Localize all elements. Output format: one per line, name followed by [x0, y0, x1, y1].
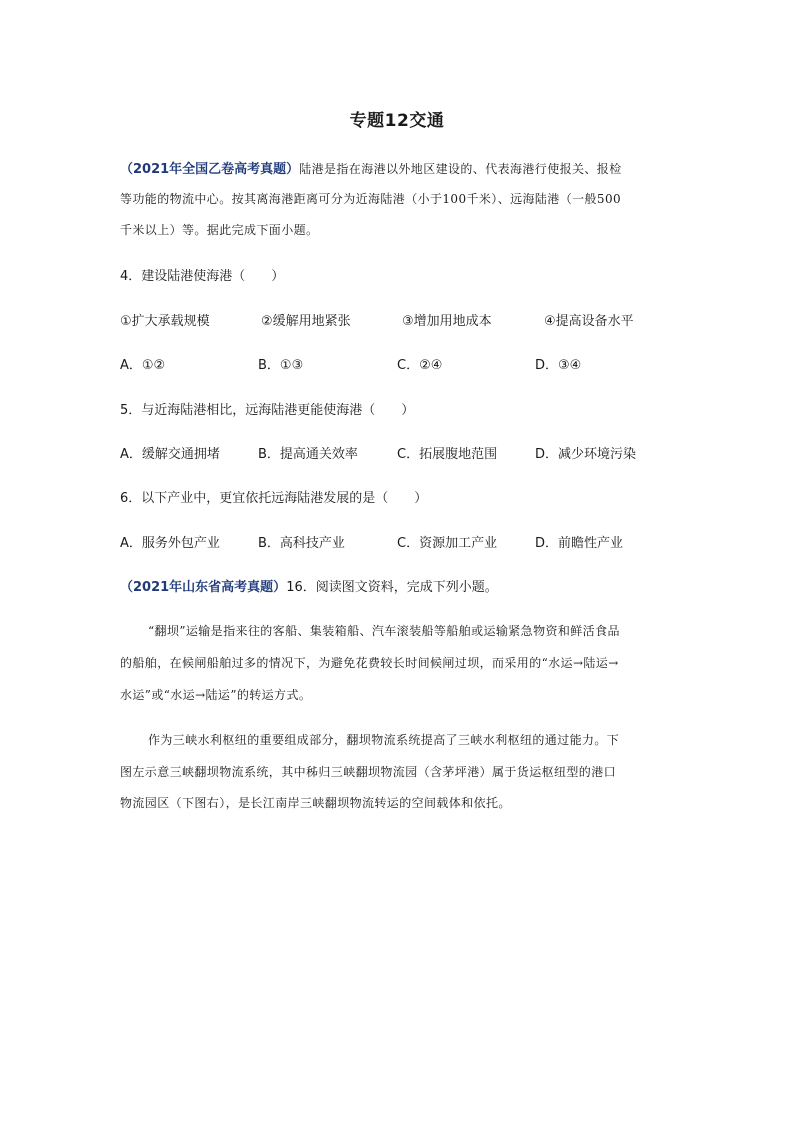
q6-option-b: B．高科技产业 — [258, 536, 345, 551]
passage-1-text-1: 陆港是指在海港以外地区建设的、代表海港行使报关、报检 — [299, 162, 622, 176]
q4-option-b: B．①③ — [258, 358, 304, 373]
paragraph-2-line-2: 图左示意三峡翻坝物流系统，其中秭归三峡翻坝物流园（含茅坪港）属于货运枢纽型的港口 — [120, 765, 617, 779]
passage-1-line-1 — [120, 158, 622, 177]
paragraph-2-line-3: 物流园区（下图右），是长江南岸三峡翻坝物流转运的空间载体和依托。 — [120, 796, 511, 810]
paragraph-2-line-1: 作为三峡水利枢纽的重要组成部分，翻坝物流系统提高了三峡水利枢纽的通过能力。下 — [148, 733, 620, 747]
question-16-header — [120, 576, 498, 595]
source-tag-1: （2021年全国乙卷高考真题） — [120, 162, 300, 177]
q4-option-d: D．③④ — [535, 358, 582, 373]
q4-item-3: ③增加用地成本 — [402, 314, 492, 329]
q4-option-c: C．②④ — [397, 358, 443, 373]
question-16-intro: 16．阅读图文资料，完成下列小题。 — [286, 580, 498, 595]
q6-option-c: C．资源加工产业 — [397, 536, 498, 551]
q4-item-2: ②缓解用地紧张 — [261, 314, 351, 329]
page-title: 专题12交通 — [349, 111, 445, 131]
q5-option-a: A．缓解交通拥堵 — [120, 447, 220, 462]
question-6-stem: 6．以下产业中，更宜依托远海陆港发展的是（ ） — [120, 491, 428, 506]
paragraph-1-line-3: 水运”或“水运→陆运”的转运方式。 — [120, 688, 312, 702]
q5-option-b: B．提高通关效率 — [258, 447, 358, 462]
q5-option-d: D．减少环境污染 — [535, 447, 637, 462]
paragraph-1-line-2: 的船舶，在候闸船舶过多的情况下，为避免花费较长时间候闸过坝，而采用的“水运→陆运→ — [120, 656, 619, 670]
passage-1-line-3: 千米以上）等。据此完成下面小题。 — [120, 223, 319, 237]
q6-option-a: A．服务外包产业 — [120, 536, 220, 551]
q6-option-d: D．前瞻性产业 — [535, 536, 624, 551]
paragraph-1-line-1: “翻坝”运输是指来往的客船、集装箱船、汽车滚装船等船舶或运输紧急物资和鲜活食品 — [148, 624, 620, 638]
q4-item-1: ①扩大承载规模 — [120, 314, 210, 329]
question-4-stem: 4．建设陆港使海港（ ） — [120, 269, 285, 284]
q5-option-c: C．拓展腹地范围 — [397, 447, 498, 462]
passage-1-line-2: 等功能的物流中心。按其离海港距离可分为近海陆港（小于100千米）、远海陆港（一般500 — [120, 192, 622, 206]
q4-option-a: A．①② — [120, 358, 166, 373]
source-tag-2: （2021年山东省高考真题） — [120, 580, 287, 595]
question-5-stem: 5．与近海陆港相比，远海陆港更能使海港（ ） — [120, 403, 415, 418]
q4-item-4: ④提高设备水平 — [544, 314, 634, 329]
